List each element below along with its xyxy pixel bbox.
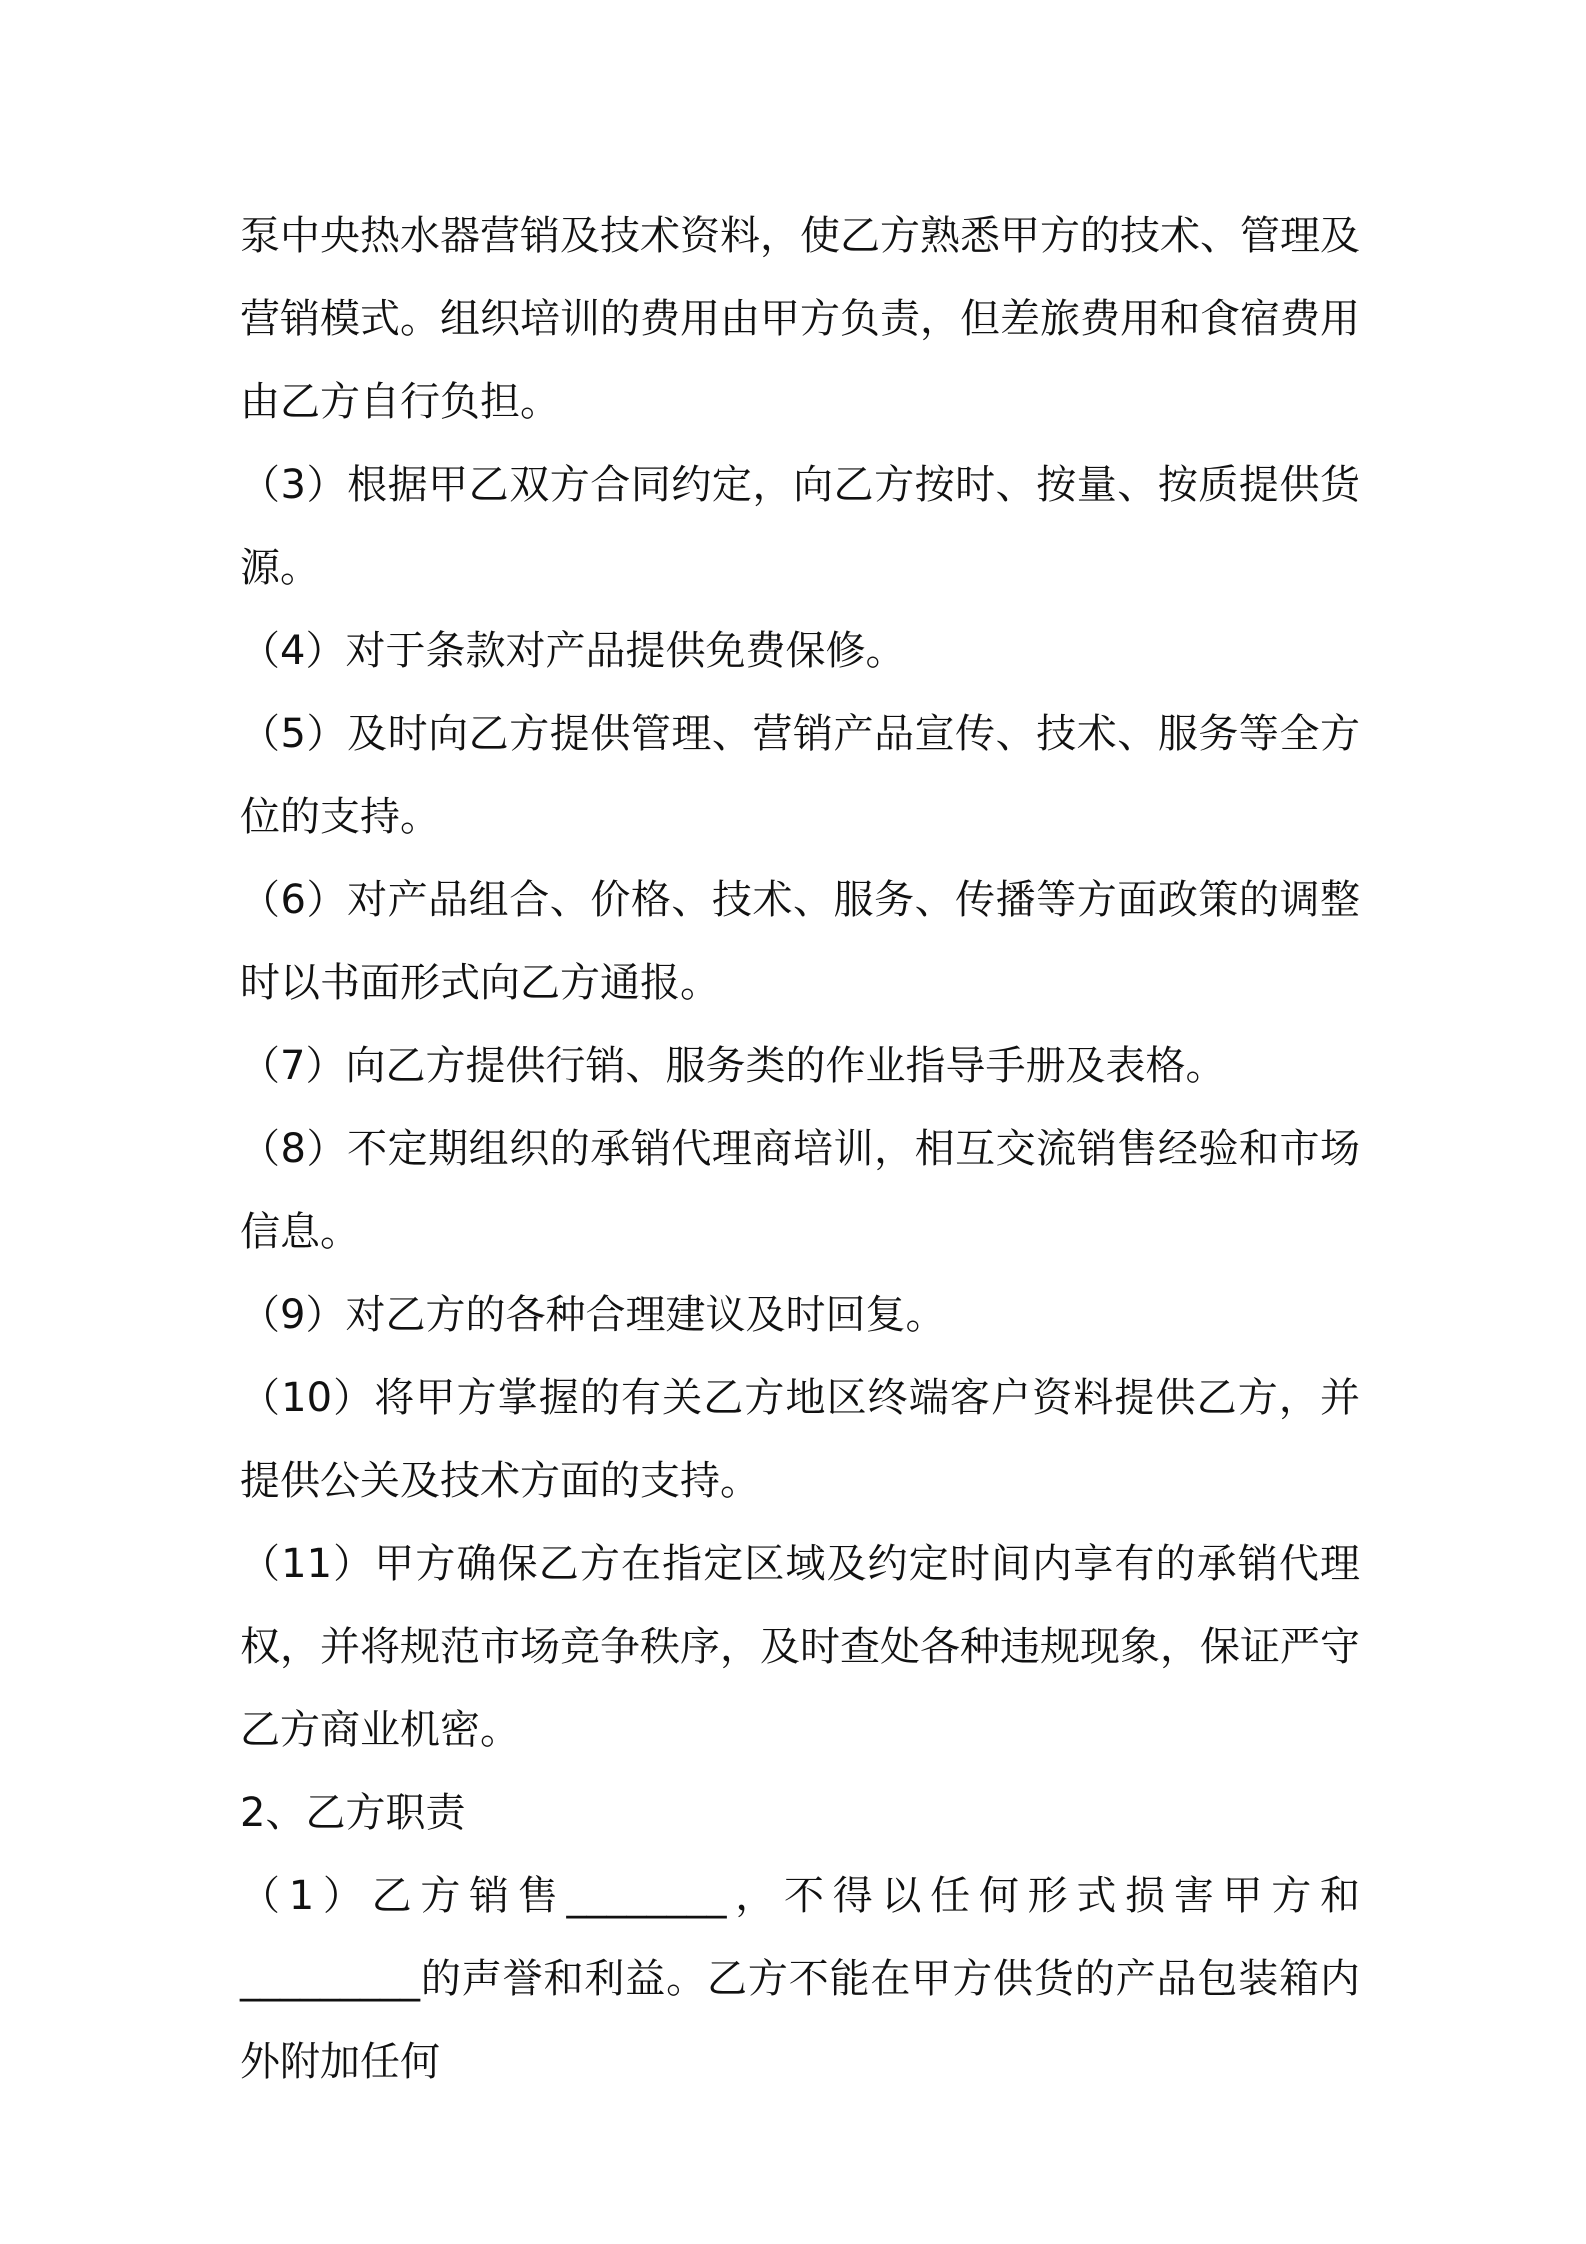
paragraph-item-10: （10）将甲方掌握的有关乙方地区终端客户资料提供乙方，并提供公关及技术方面的支持。	[240, 1375, 1360, 1504]
section-heading: 2、乙方职责	[240, 1790, 466, 1836]
paragraph-item-5: （5）及时向乙方提供管理、营销产品宣传、技术、服务等全方位的支持。	[240, 711, 1360, 840]
paragraph-item-9: （9）对乙方的各种合理建议及时回复。	[240, 1292, 946, 1338]
paragraph-item-8: （8）不定期组织的承销代理商培训，相互交流销售经验和市场信息。	[240, 1126, 1360, 1255]
paragraph-item-7: （7）向乙方提供行销、服务类的作业指导手册及表格。	[240, 1043, 1226, 1089]
paragraph-item-6: （6）对产品组合、价格、技术、服务、传播等方面政策的调整时以书面形式向乙方通报。	[240, 877, 1360, 1006]
paragraph-party-b-item-1: （1）乙方销售________，不得以任何形式损害甲方和_________的声誉和利益。乙方不能在甲方供货的产品包装箱内外附加任何	[240, 1873, 1360, 2085]
paragraph-item-3: （3）根据甲乙双方合同约定，向乙方按时、按量、按质提供货源。	[240, 462, 1360, 591]
paragraph-item-11: （11）甲方确保乙方在指定区域及约定时间内享有的承销代理权，并将规范市场竞争秩序，及时查处各种违规现象，保证严守乙方商业机密。	[240, 1541, 1360, 1753]
paragraph-item-4: （4）对于条款对产品提供免费保修。	[240, 628, 906, 674]
paragraph-training: 泵中央热水器营销及技术资料，使乙方熟悉甲方的技术、管理及营销模式。组织培训的费用由甲方负责，但差旅费用和食宿费用由乙方自行负担。	[240, 213, 1360, 425]
document-body	[240, 195, 1360, 2104]
